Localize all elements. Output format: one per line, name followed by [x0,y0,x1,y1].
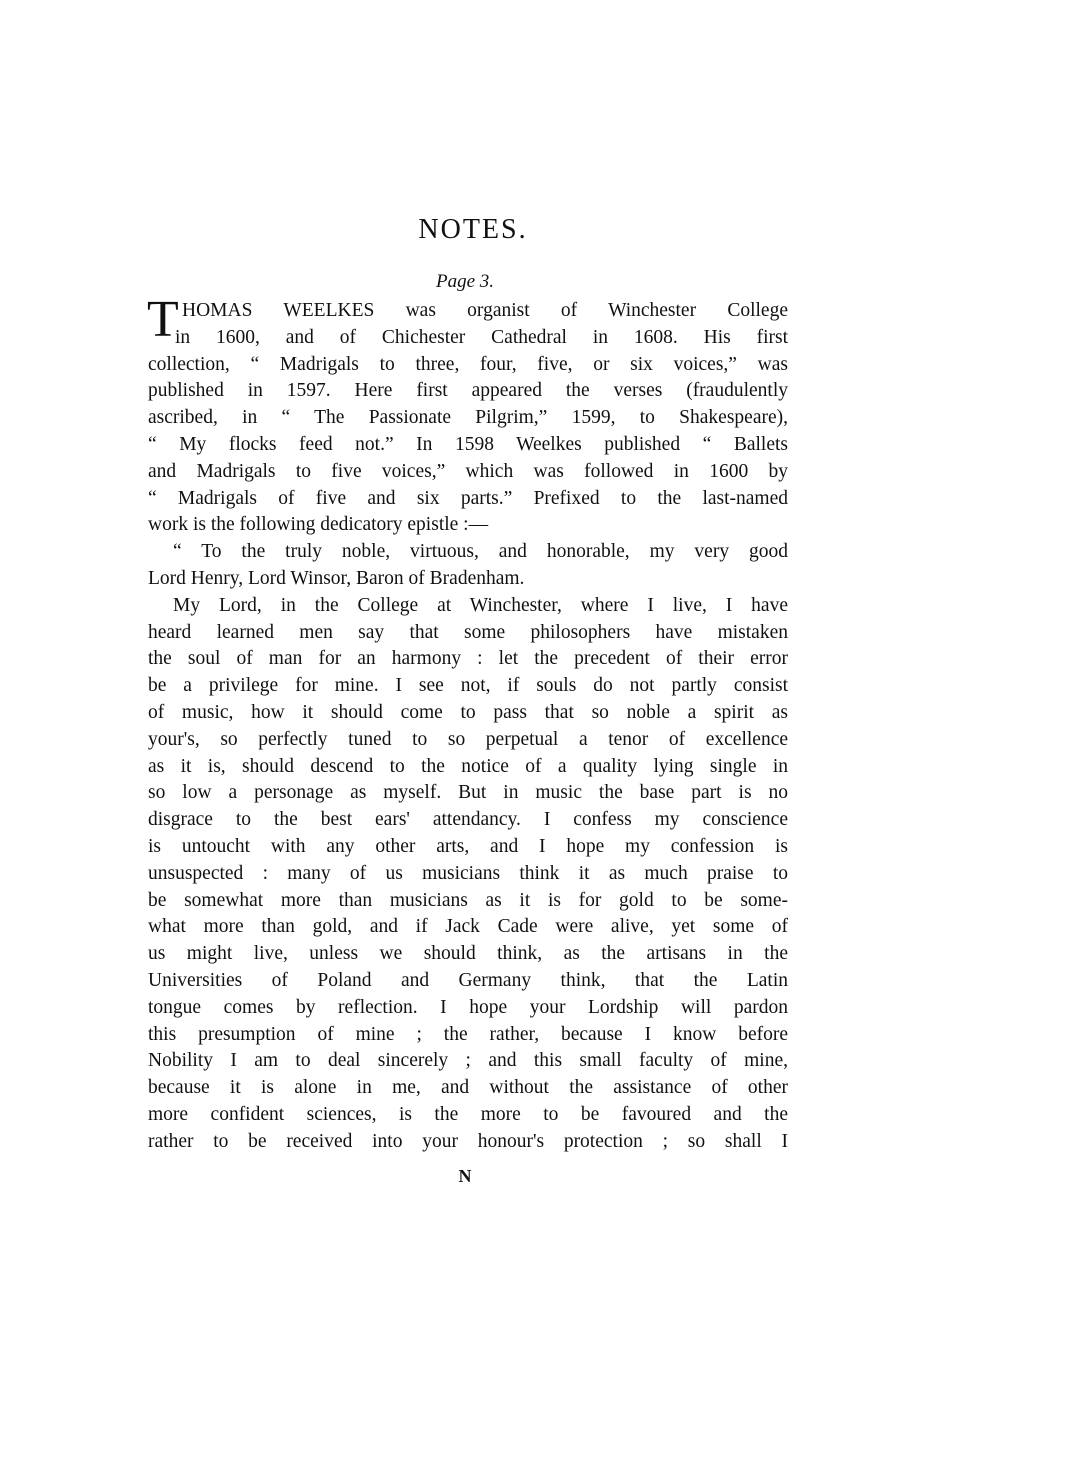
text-line: us might live, unless we should think, as the artisans in the [148,943,788,965]
signature-mark: N [458,1166,472,1186]
text-line: so low a personage as myself. But in music the base part is no [148,782,788,804]
drop-cap: T [147,291,179,348]
text-line: more confident sciences, is the more to be favoured and the [148,1104,788,1125]
text-line: My Lord, in the College at Winchester, where I live, I have [173,594,788,616]
text-line: in 1600, and of Chichester Cathedral in 1608. His first [175,326,788,348]
text-line: “ My flocks feed not.” In 1598 Weelkes published “ Ballets [148,434,788,455]
page-heading: NOTES. [418,214,528,245]
text-line: ascribed, in “ The Passionate Pilgrim,” 1599, to Shakespeare), [148,407,788,429]
text-line: disgrace to the best ears' attendancy. I confess my conscience [148,809,788,831]
text-line: be somewhat more than musicians as it is for gold to be some- [148,889,788,911]
text-line: this presumption of mine ; the rather, because I know before [148,1023,788,1045]
text-line: Nobility I am to deal sincerely ; and this small faculty of mine, [148,1050,788,1072]
text-line: HOMAS WEELKES was organist of Winchester College [182,300,788,321]
text-line: the soul of man for an harmony : let the precedent of their error [148,648,788,670]
text-line: rather to be received into your honour's protection ; so shall I [148,1130,788,1152]
text-line: collection, “ Madrigals to three, four, five, or six voices,” was [148,353,788,375]
text-line: published in 1597. Here first appeared the verses (fraudulently [148,380,788,402]
text-line: because it is alone in me, and without the assistance of other [148,1077,788,1099]
text-line: Lord Henry, Lord Winsor, Baron of Bradenham. [148,568,525,589]
text-line: what more than gold, and if Jack Cade were alive, yet some of [148,916,788,938]
text-line: your's, so perfectly tuned to so perpetual a tenor of excellence [148,728,788,750]
text-line: work is the following dedicatory epistle :— [148,514,489,536]
text-line: of music, how it should come to pass that so noble a spirit as [148,702,788,723]
text-line: tongue comes by reflection. I hope your Lordship will pardon [148,996,788,1018]
text-line: “ Madrigals of five and six parts.” Prefixed to the last-named [148,487,788,509]
text-line: and Madrigals to five voices,” which was followed in 1600 by [148,460,788,482]
text-line: is untoucht with any other arts, and I hope my confession is [148,836,788,857]
text-line: “ To the truly noble, virtuous, and honorable, my very good [173,541,788,563]
text-line: heard learned men say that some philosophers have mistaken [148,621,788,643]
page-reference: Page 3. [435,271,495,292]
text-line: unsuspected : many of us musicians think it as much praise to [148,862,788,884]
text-line: as it is, should descend to the notice of a quality lying single in [148,755,788,777]
text-line: be a privilege for mine. I see not, if souls do not partly consist [148,675,788,697]
text-line: Universities of Poland and Germany think, that the Latin [148,970,788,991]
